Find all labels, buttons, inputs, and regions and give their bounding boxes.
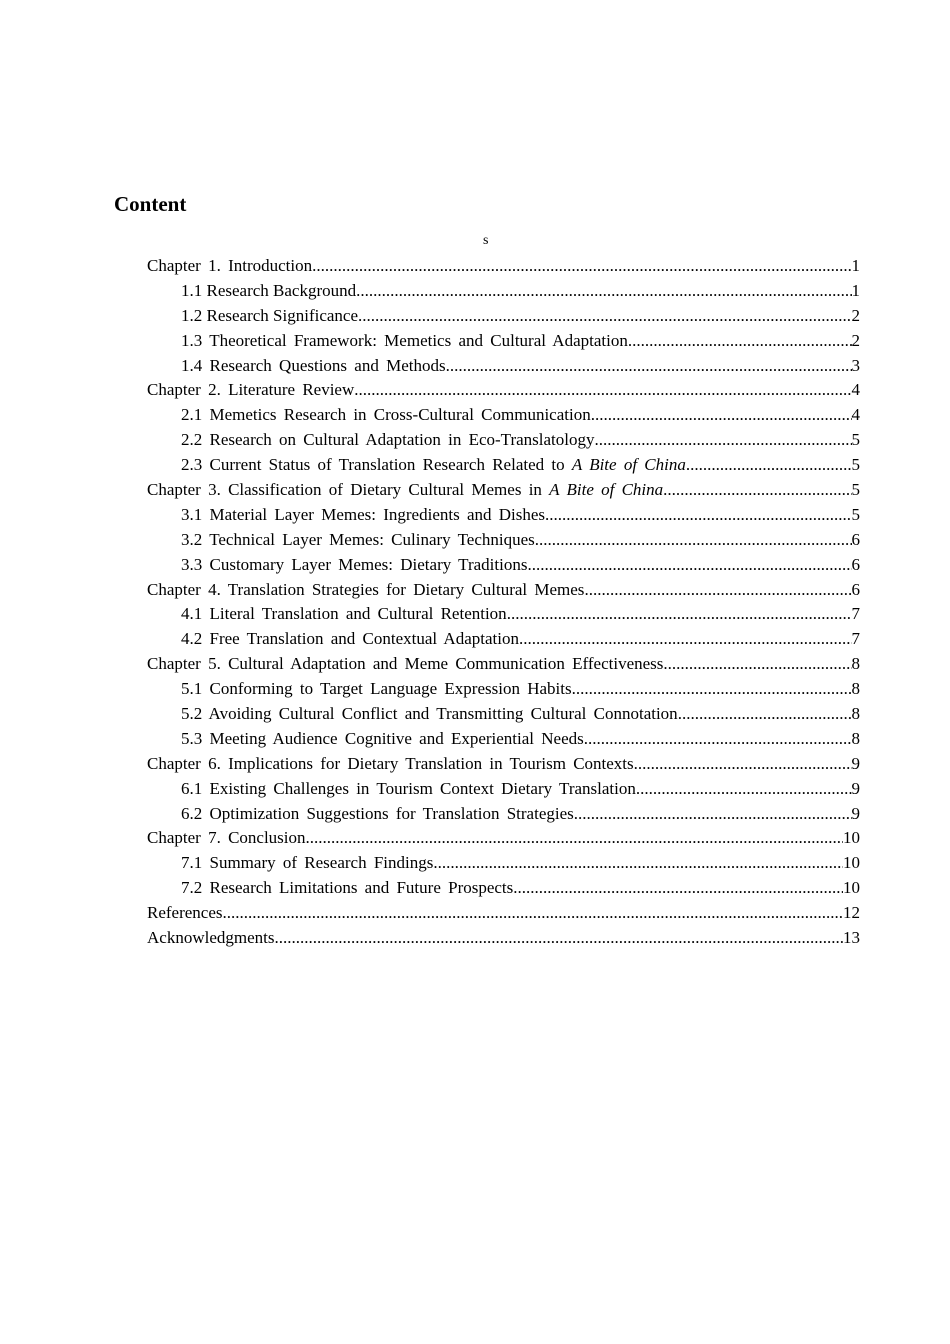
toc-section-entry[interactable]: [147, 304, 860, 329]
toc-entry-text: 5.3 Meeting Audience Cognitive and Experiential Needs: [181, 728, 584, 748]
toc-entry-text: 5.1 Conforming to Target Language Expression Habits: [181, 679, 572, 699]
toc-entry-text: 6.1 Existing Challenges in Tourism Context Dietary Translation: [181, 778, 636, 798]
toc-entry-text: Chapter 3. Classification of Dietary Cultural Memes in: [147, 480, 550, 500]
toc-chapter-entry[interactable]: [147, 378, 860, 403]
toc-entry-label: [147, 254, 312, 279]
toc-page-number: 5: [851, 480, 860, 500]
toc-page-number: 8: [851, 704, 860, 724]
toc-entry-label: [181, 702, 678, 727]
toc-entry-italic-title: A Bite of China: [571, 455, 686, 475]
toc-dot-leader: [663, 652, 851, 677]
toc-entry-text: Chapter 6. Implications for Dietary Translation in Tourism Contexts: [147, 753, 634, 773]
toc-section-entry[interactable]: [147, 602, 860, 627]
toc-entry-label: [147, 378, 354, 403]
toc-section-entry[interactable]: [147, 428, 860, 453]
toc-page-number: 13: [843, 928, 860, 948]
toc-entry-label: [147, 901, 223, 926]
toc-dot-leader: [507, 602, 852, 627]
toc-entry-label: [147, 752, 634, 777]
toc-entry-label: [181, 453, 686, 478]
toc-dot-leader: [446, 354, 852, 379]
toc-page-number: 9: [851, 753, 860, 773]
toc-entry-label: [181, 802, 574, 827]
toc-dot-leader: [535, 528, 852, 553]
toc-dot-leader: [595, 428, 852, 453]
toc-section-entry[interactable]: [147, 876, 860, 901]
toc-page-number: 10: [843, 828, 860, 848]
toc-page-number: 7: [851, 629, 860, 649]
toc-entry-text: Chapter 4. Translation Strategies for Dietary Cultural Memes: [147, 579, 585, 599]
toc-entry-label: [181, 403, 591, 428]
toc-entry-text: 1.1 Research Background: [181, 280, 357, 300]
toc-dot-leader: [306, 826, 843, 851]
toc-dot-leader: [678, 702, 852, 727]
toc-dot-leader: [663, 478, 851, 503]
toc-dot-leader: [354, 378, 851, 403]
toc-entry-text: 7.2 Research Limitations and Future Prospects: [181, 878, 514, 898]
toc-entry-label: [181, 503, 545, 528]
toc-entry-text: Acknowledgments: [147, 928, 275, 948]
toc-section-entry[interactable]: [147, 279, 860, 304]
toc-page-number: 5: [851, 504, 860, 524]
toc-page-number: 1: [851, 256, 860, 275]
toc-entry-text: 6.2 Optimization Suggestions for Translation Strategies: [181, 803, 574, 823]
toc-page-number: 2: [851, 305, 860, 325]
table-of-contents: [147, 254, 860, 951]
toc-page-number: 9: [851, 778, 860, 798]
toc-dot-leader: [312, 254, 851, 279]
page-title: Content: [114, 192, 187, 216]
toc-entry-label: [181, 528, 535, 553]
toc-entry-text: 3.3 Customary Layer Memes: Dietary Traditions: [181, 554, 528, 574]
toc-section-entry[interactable]: [147, 851, 860, 876]
toc-page-number: 7: [851, 604, 860, 624]
toc-entry-text: 1.4 Research Questions and Methods: [181, 355, 446, 375]
toc-page-number: 9: [851, 803, 860, 823]
toc-dot-leader: [513, 876, 843, 901]
toc-chapter-entry[interactable]: [147, 478, 860, 503]
toc-entry-text: 3.2 Technical Layer Memes: Culinary Techniques: [181, 529, 535, 549]
toc-dot-leader: [628, 329, 852, 354]
toc-entry-label: [181, 553, 527, 578]
toc-entry-text: 2.1 Memetics Research in Cross-Cultural Communication: [181, 405, 591, 425]
toc-entry-text: Chapter 5. Cultural Adaptation and Meme Communication Effectiveness: [147, 654, 664, 674]
toc-chapter-entry[interactable]: [147, 652, 860, 677]
toc-section-entry[interactable]: [147, 702, 860, 727]
toc-entry-label: [147, 578, 584, 603]
toc-chapter-entry[interactable]: [147, 578, 860, 603]
toc-section-entry[interactable]: [147, 727, 860, 752]
toc-dot-leader: [686, 453, 852, 478]
toc-dot-leader: [527, 553, 851, 578]
toc-page-number: 4: [851, 405, 860, 425]
toc-dot-leader: [223, 901, 843, 926]
toc-dot-leader: [636, 777, 852, 802]
toc-section-entry[interactable]: [147, 503, 860, 528]
toc-entry-label: [147, 652, 663, 677]
toc-page-number: 6: [851, 554, 860, 574]
toc-section-entry[interactable]: [147, 627, 860, 652]
toc-chapter-entry[interactable]: [147, 254, 860, 279]
toc-entry-text: 4.1 Literal Translation and Cultural Retention: [181, 604, 507, 624]
toc-entry-text: 7.1 Summary of Research Findings: [181, 853, 434, 873]
toc-entry-label: [181, 627, 519, 652]
toc-entry-label: [181, 329, 628, 354]
toc-entry-label: [181, 876, 513, 901]
toc-chapter-entry[interactable]: [147, 901, 860, 926]
toc-page-number: 5: [851, 455, 860, 475]
toc-entry-text: 4.2 Free Translation and Contextual Adaptation: [181, 629, 519, 649]
toc-section-entry[interactable]: [147, 329, 860, 354]
toc-chapter-entry[interactable]: [147, 926, 860, 951]
toc-section-entry[interactable]: [147, 553, 860, 578]
toc-entry-label: [181, 851, 433, 876]
toc-entry-text: Chapter 2. Literature Review: [147, 380, 355, 400]
toc-page-number: 1: [851, 280, 860, 300]
toc-dot-leader: [584, 727, 852, 752]
toc-entry-text: Chapter 7. Conclusion: [147, 828, 306, 848]
toc-page-number: 10: [843, 853, 860, 873]
stray-character: s: [483, 233, 489, 248]
toc-section-entry[interactable]: [147, 677, 860, 702]
toc-dot-leader: [519, 627, 852, 652]
toc-section-entry[interactable]: [147, 453, 860, 478]
toc-page-number: 8: [851, 728, 860, 748]
toc-page-number: 10: [843, 878, 860, 898]
toc-section-entry[interactable]: [147, 777, 860, 802]
toc-entry-text: 1.2 Research Significance: [181, 305, 359, 325]
toc-dot-leader: [274, 926, 843, 951]
toc-entry-label: [181, 677, 572, 702]
toc-chapter-entry[interactable]: [147, 826, 860, 851]
toc-dot-leader: [358, 304, 851, 329]
toc-entry-label: [181, 304, 358, 329]
toc-dot-leader: [591, 403, 852, 428]
toc-page-number: 4: [851, 380, 860, 400]
toc-entry-italic-title: A Bite of China: [549, 480, 664, 500]
toc-dot-leader: [356, 279, 851, 304]
toc-dot-leader: [584, 578, 851, 603]
toc-entry-label: [181, 727, 584, 752]
toc-page-number: 12: [843, 903, 860, 923]
toc-section-entry[interactable]: [147, 403, 860, 428]
toc-section-entry[interactable]: [147, 354, 860, 379]
toc-entry-label: [181, 428, 595, 453]
toc-entry-text: 5.2 Avoiding Cultural Conflict and Transmitting Cultural Connotation: [181, 704, 678, 724]
toc-entry-label: [181, 777, 636, 802]
toc-section-entry[interactable]: [147, 528, 860, 553]
toc-entry-text: 1.3 Theoretical Framework: Memetics and Cultural Adaptation: [181, 330, 628, 350]
toc-entry-text: 2.3 Current Status of Translation Research Related to: [181, 455, 572, 475]
toc-entry-label: [147, 478, 663, 503]
toc-page-number: 3: [851, 355, 860, 375]
toc-dot-leader: [574, 802, 852, 827]
toc-page-number: 5: [851, 430, 860, 450]
toc-page-number: 6: [851, 529, 860, 549]
toc-entry-text: Chapter 1. Introduction: [147, 256, 313, 275]
toc-page-number: 6: [851, 579, 860, 599]
toc-entry-text: 3.1 Material Layer Memes: Ingredients and Dishes: [181, 504, 546, 524]
toc-page-number: 8: [851, 679, 860, 699]
toc-entry-label: [147, 826, 306, 851]
toc-dot-leader: [433, 851, 843, 876]
toc-page-number: 2: [851, 330, 860, 350]
toc-dot-leader: [634, 752, 852, 777]
toc-entry-label: [181, 602, 507, 627]
toc-entry-label: [181, 354, 446, 379]
toc-entry-label: [147, 926, 274, 951]
toc-entry-text: References: [147, 903, 223, 923]
toc-page-number: 8: [851, 654, 860, 674]
toc-dot-leader: [545, 503, 851, 528]
toc-chapter-entry[interactable]: [147, 752, 860, 777]
toc-section-entry[interactable]: [147, 802, 860, 827]
toc-entry-text: 2.2 Research on Cultural Adaptation in Eco-Translatology: [181, 430, 595, 450]
toc-dot-leader: [572, 677, 852, 702]
toc-entry-label: [181, 279, 356, 304]
